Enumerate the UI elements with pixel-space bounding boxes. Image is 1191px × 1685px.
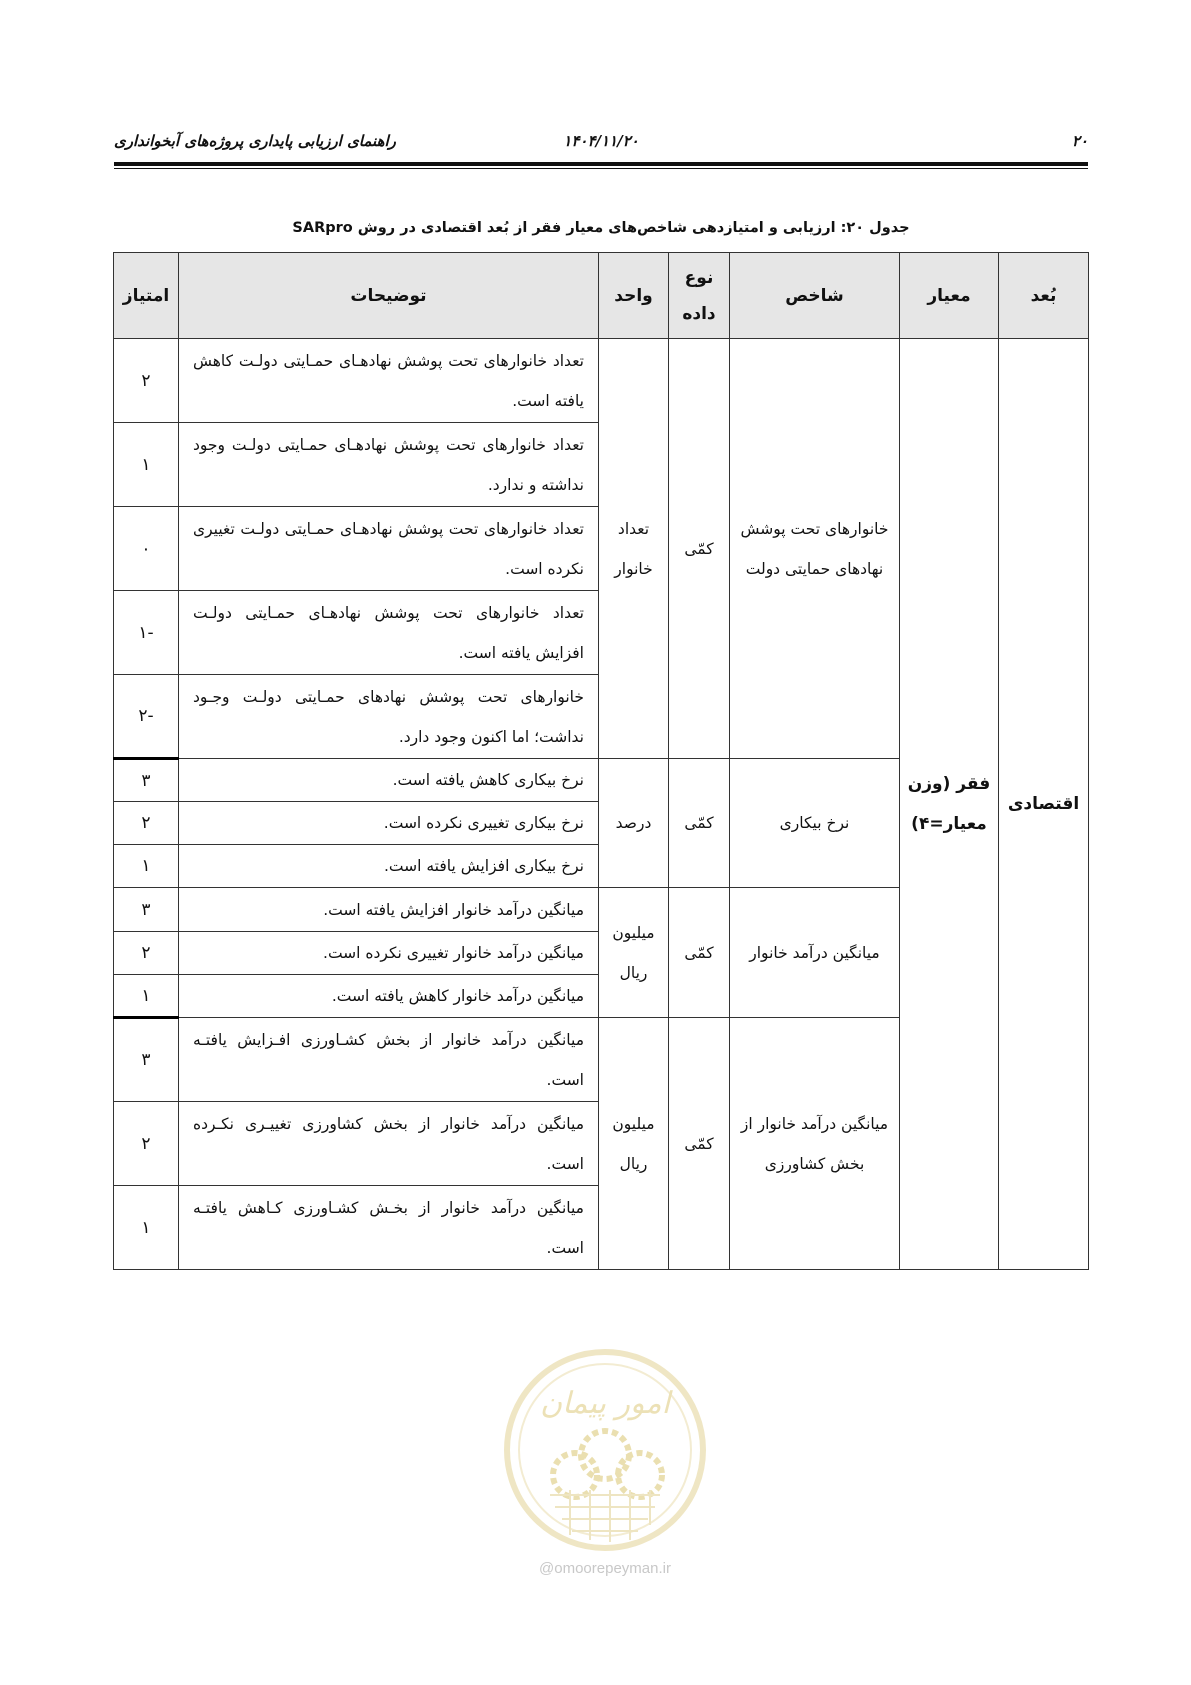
unit-cell: میلیون ریال [599,888,669,1018]
score-cell: ۳ [114,1018,179,1102]
criterion-cell: فقر (وزن معیار=۴) [900,339,999,1270]
unit-cell: میلیون ریال [599,1018,669,1270]
col-indicator: شاخص [730,253,900,339]
data-type-cell: کمّی [669,888,730,1018]
description-cell: میانگین درآمد خانوار از بخش کشـاورزی افـزایش یافتـه است. [179,1018,599,1102]
data-type-cell: کمّی [669,759,730,888]
watermark-logo-text: امور پیمان [540,1386,670,1421]
unit-cell: درصد [599,759,669,888]
page-number: ۲۰ [1071,132,1088,150]
score-cell: -۱ [114,591,179,675]
watermark-logo [500,1345,710,1555]
col-unit: واحد [599,253,669,339]
data-type-cell: کمّی [669,1018,730,1270]
description-cell: نرخ بیکاری کاهش یافته است. [179,759,599,802]
indicator-cell: نرخ بیکاری [730,759,900,888]
page-header [114,128,1088,158]
score-cell: ۰ [114,507,179,591]
col-dimension: بُعد [999,253,1089,339]
header-rule-thick [114,162,1088,166]
header-date: ۱۴۰۴/۱۱/۲۰ [563,132,639,150]
score-cell: ۱ [114,975,179,1018]
score-cell: ۲ [114,932,179,975]
description-cell: تعداد خانوارهای تحت پوشش نهادهـای حمـایتی دولـت کاهش یافته است. [179,339,599,423]
description-cell: نرخ بیکاری تغییری نکرده است. [179,802,599,845]
col-criterion: معیار [900,253,999,339]
col-data-type: نوع داده [669,253,730,339]
description-cell: نرخ بیکاری افزایش یافته است. [179,845,599,888]
header-title: راهنمای ارزیابی پایداری پروژه‌های آبخوانداری [114,132,396,150]
table-header-row [114,253,1089,339]
table-caption: جدول ۲۰: ارزیابی و امتیازدهی شاخص‌های معیار فقر از بُعد اقتصادی در روش SARpro [292,220,910,236]
col-description: توضیحات [179,253,599,339]
description-cell: میانگین درآمد خانوار کاهش یافته است. [179,975,599,1018]
score-cell: ۳ [114,759,179,802]
description-cell: تعداد خانوارهای تحت پوشش نهادهـای حمـایتی دولـت وجود نداشته و ندارد. [179,423,599,507]
indicator-cell: میانگین درآمد خانوار [730,888,900,1018]
score-cell: ۱ [114,845,179,888]
description-cell: میانگین درآمد خانوار از بخـش کشـاورزی کـاهش یافتـه است. [179,1186,599,1270]
description-cell: میانگین درآمد خانوار تغییری نکرده است. [179,932,599,975]
unit-cell: تعداد خانوار [599,339,669,759]
table-row [114,339,1089,423]
indicator-cell: میانگین درآمد خانوار از بخش کشاورزی [730,1018,900,1270]
description-cell: میانگین درآمد خانوار از بخش کشاورزی تغییـری نکـرده است. [179,1102,599,1186]
score-cell: ۱ [114,423,179,507]
score-cell: ۱ [114,1186,179,1270]
indicator-cell: خانوارهای تحت پوشش نهادهای حمایتی دولت [730,339,900,759]
description-cell: خانوارهای تحت پوشش نهادهای حمـایتی دولـت وجـود نداشت؛ اما اکنون وجود دارد. [179,675,599,759]
header-rule-thin [114,168,1088,169]
score-cell: ۲ [114,802,179,845]
watermark-url: @omoorepeyman.ir [539,1560,671,1577]
score-cell: ۳ [114,888,179,932]
indicator-table [113,252,1089,1270]
score-cell: ۲ [114,1102,179,1186]
score-cell: ۲ [114,339,179,423]
description-cell: میانگین درآمد خانوار افزایش یافته است. [179,888,599,932]
col-score: امتیاز [114,253,179,339]
description-cell: تعداد خانوارهای تحت پوشش نهادهـای حمـایتی دولـت تغییری نکرده است. [179,507,599,591]
description-cell: تعداد خانوارهای تحت پوشش نهادهـای حمـایتی دولـت افزایش یافته است. [179,591,599,675]
score-cell: -۲ [114,675,179,759]
dimension-cell: اقتصادی [999,339,1089,1270]
data-type-cell: کمّی [669,339,730,759]
